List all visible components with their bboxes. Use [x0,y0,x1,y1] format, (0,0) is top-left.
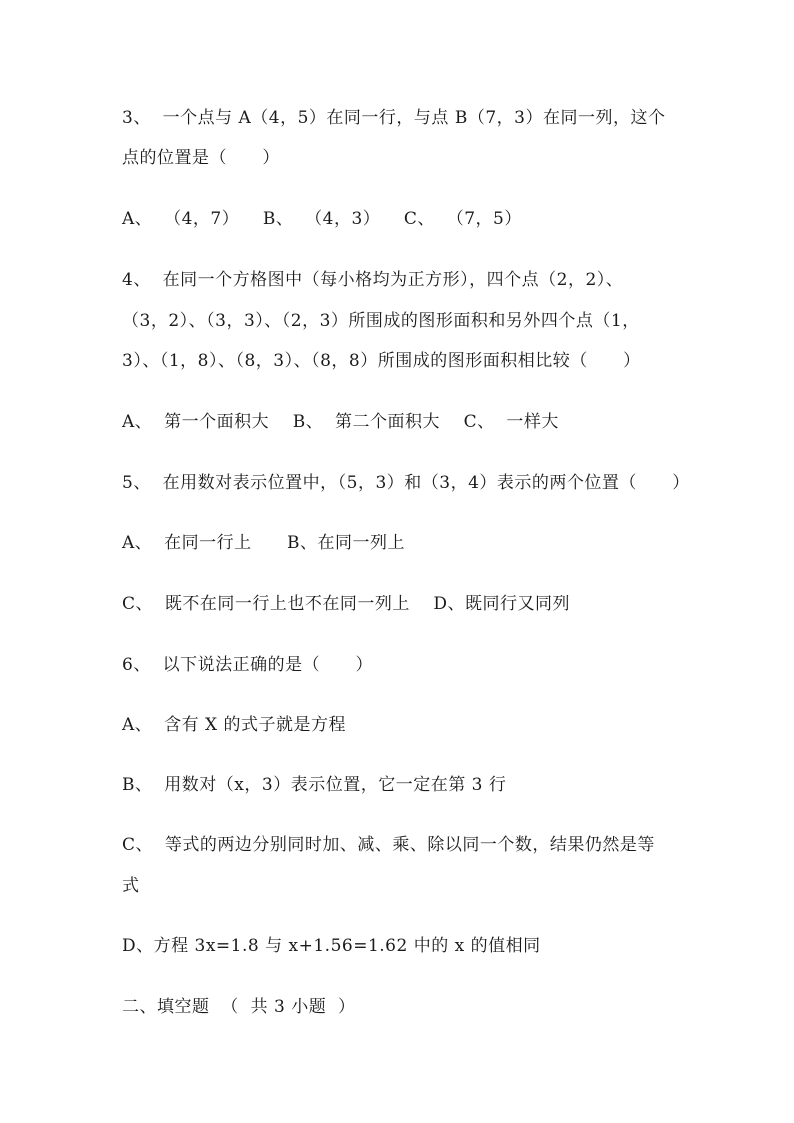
section-heading: 二、填空题 （ 共 3 小题 ） [122,997,356,1017]
q4-stem-line3: 3）、（1，8）、（8，3）、（8，8）所围成的图形面积相比较（ ） [122,351,641,371]
q4-options: A、 第一个面积大 B、 第二个面积大 C、 一样大 [122,412,559,432]
q3-stem-line1: 3、 一个点与 A（4，5）在同一行，与点 B（7，3）在同一列，这个 [122,108,666,128]
q6-option-c-line2: 式 [122,876,140,896]
q5-options-line1: A、 在同一行上 B、在同一列上 [122,533,405,553]
q6-option-a: A、 含有 X 的式子就是方程 [122,715,346,735]
q3-stem-line2: 点的位置是（ ） [122,148,280,168]
q6-option-c-line1: C、 等式的两边分别同时加、减、乘、除以同一个数，结果仍然是等 [122,835,655,855]
q4-stem-line2: （3，2）、（3，3）、（2，3）所围成的图形面积和另外四个点（1， [122,311,640,331]
q6-option-d: D、方程 3x=1.8 与 x+1.56=1.62 中的 x 的值相同 [122,936,541,956]
q3-options: A、 （4，7） B、 （4，3） C、 （7，5） [122,209,522,229]
q5-stem: 5、 在用数对表示位置中，（5，3）和（3，4）表示的两个位置（ ） [122,473,690,493]
q4-stem-line1: 4、 在同一个方格图中（每小格均为正方形），四个点（2，2）、 [122,270,624,290]
q5-options-line2: C、 既不在同一行上也不在同一列上 D、既同行又同列 [122,594,571,614]
q6-stem: 6、 以下说法正确的是（ ） [122,655,374,675]
q6-option-b: B、 用数对（x，3）表示位置，它一定在第 3 行 [122,775,507,795]
